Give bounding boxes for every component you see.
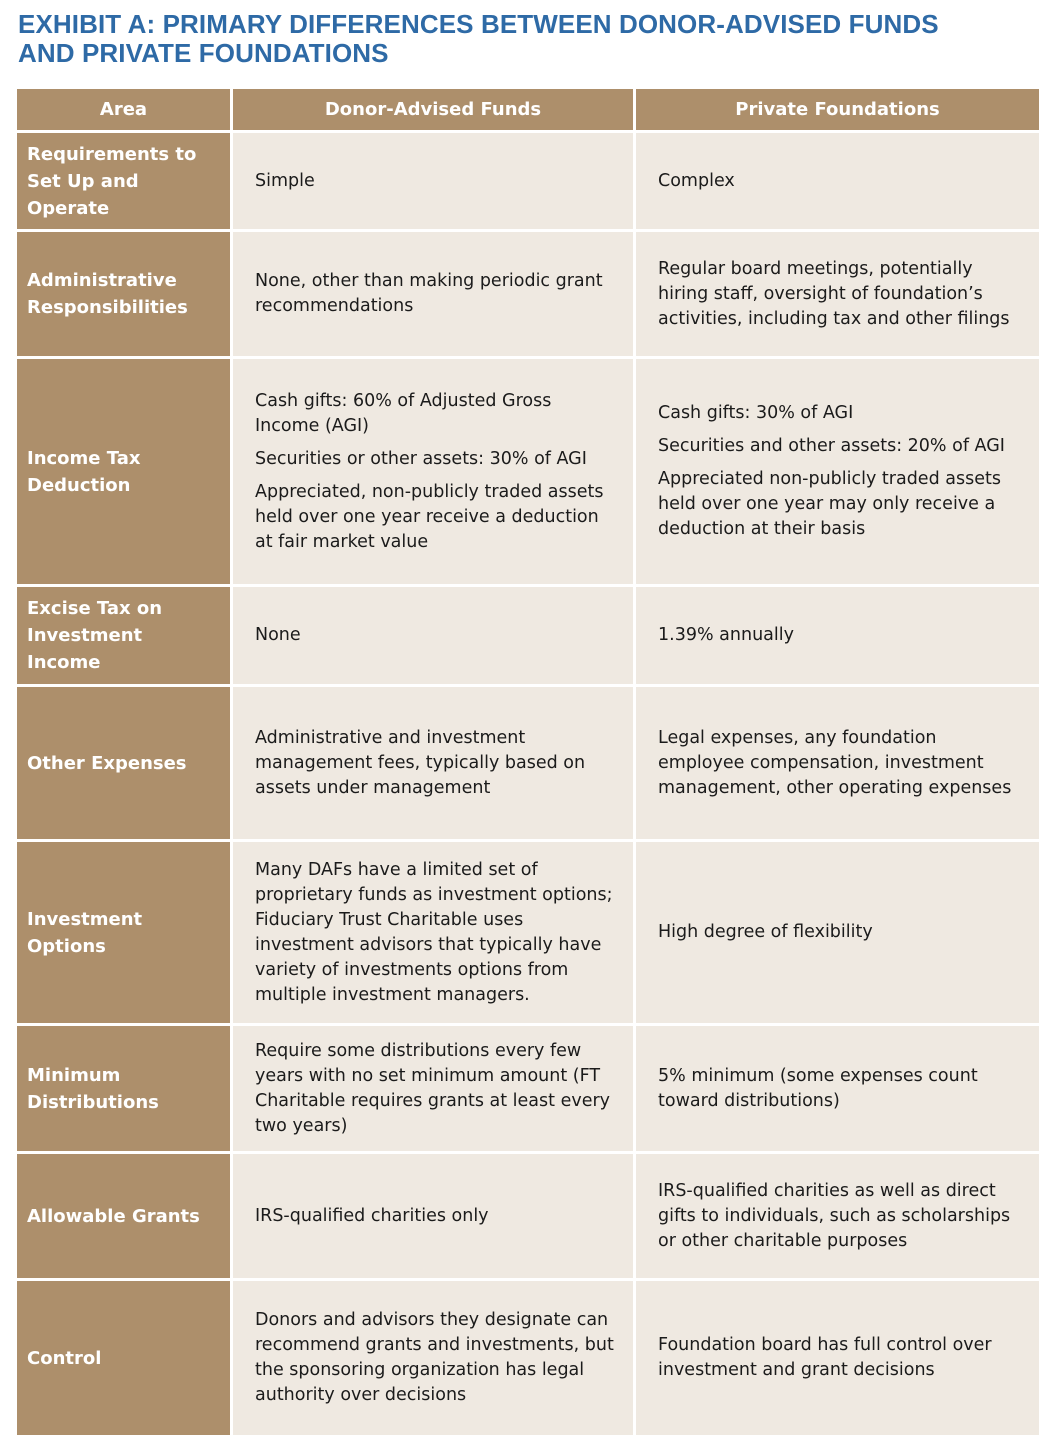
row-label: Other Expenses [17,687,233,842]
daf-cell [233,687,636,842]
row-label: Requirements to Set Up and Operate [17,133,233,232]
column-header-area: Area [17,89,233,133]
cell-text: Cash gifts: 30% of AGI [658,403,854,423]
cell-text: 1.39% annually [658,625,794,645]
cell-text: Many DAFs have a limited set of proprietary funds as investment options; Fiduciary Trust Charitable uses investment advisors that typically have variety of investments options from multiple investment managers. [255,859,613,1005]
exhibit-title-line-1: EXHIBIT A: PRIMARY DIFFERENCES BETWEEN DONOR-ADVISED FUNDS [18,9,939,39]
cell-text: 5% minimum (some expenses count toward distributions) [658,1065,978,1111]
cell-text: Securities and other assets: 20% of AGI [658,436,1005,456]
cell-text: High degree of flexibility [658,922,873,942]
table-row [17,842,1039,1026]
cell-text: Legal expenses, any foundation employee compensation, investment management, other operating expenses [658,727,1012,798]
pf-cell [636,1026,1039,1154]
cell-text: Securities or other assets: 30% of AGI [255,448,587,469]
pf-cell [636,842,1039,1026]
table-row [17,587,1039,687]
daf-cell [233,1026,636,1154]
row-label: Income Tax Deduction [17,359,233,587]
pf-cell [636,587,1039,687]
table-header-row [17,89,1039,133]
column-header-private-foundations: Private Foundations [636,89,1039,133]
cell-text: Foundation board has full control over investment and grant decisions [658,1335,992,1380]
pf-cell [636,133,1039,232]
cell-text: None [255,625,301,645]
cell-text: Complex [658,170,735,191]
pf-cell [636,359,1039,587]
daf-cell [233,1154,636,1281]
cell-text: Require some distributions every few years with no set minimum amount (FT Charitable requires grants at least every two years) [255,1040,611,1136]
daf-cell [233,1281,636,1438]
row-label: Allowable Grants [17,1154,233,1281]
exhibit-title [18,10,1028,68]
cell-text: Cash gifts: 60% of Adjusted Gross Income (AGI) [255,390,552,436]
comparison-table [17,89,1039,1438]
row-label: Control [17,1281,233,1438]
pf-cell [636,687,1039,842]
table-row [17,1154,1039,1281]
table-row [17,687,1039,842]
daf-cell [233,587,636,687]
pf-cell [636,1154,1039,1281]
cell-text: Appreciated, non-publicly traded assets held over one year receive a deduction at fair market value [255,481,604,552]
daf-cell [233,359,636,587]
cell-text: Regular board meetings, potentially hiring staff, oversight of foundation’s activities, including tax and other filings [658,258,1010,329]
daf-cell [233,133,636,232]
row-label: Minimum Distributions [17,1026,233,1154]
table-row [17,1281,1039,1438]
table-row [17,359,1039,587]
exhibit-title-line-2: AND PRIVATE FOUNDATIONS [18,38,389,68]
pf-cell [636,1281,1039,1438]
daf-cell [233,232,636,359]
row-label: Excise Tax on Investment Income [17,587,233,687]
column-header-donor-advised-funds: Donor-Advised Funds [233,89,636,133]
daf-cell [233,842,636,1026]
cell-text: Simple [255,170,315,191]
cell-text: Donors and advisors they designate can recommend grants and investments, but the sponsoring organization has legal authority over decisions [255,1310,614,1405]
cell-text: Administrative and investment management fees, typically based on assets under management [255,727,586,798]
row-label: Administrative Responsibilities [17,232,233,359]
cell-text: None, other than making periodic grant recommendations [255,271,603,316]
row-label: Investment Options [17,842,233,1026]
cell-text: IRS-qualified charities only [255,1205,489,1226]
table-row [17,133,1039,232]
table-row [17,232,1039,359]
cell-text: Appreciated non-publicly traded assets held over one year may only receive a deduction at their basis [658,469,1001,539]
pf-cell [636,232,1039,359]
table-row [17,1026,1039,1154]
cell-text: IRS-qualified charities as well as direct gifts to individuals, such as scholarships or other charitable purposes [658,1180,1011,1251]
